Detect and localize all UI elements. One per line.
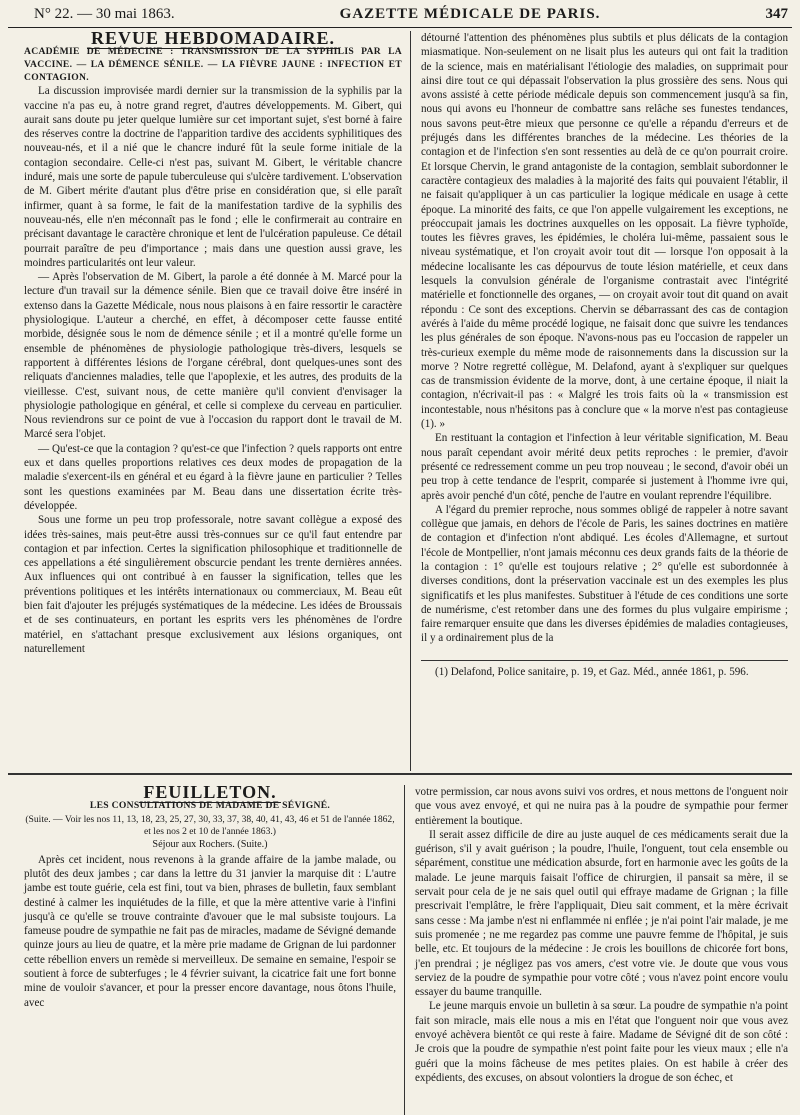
feuilleton-paragraph: Après cet incident, nous revenons à la grande affaire de la jambe malade, ou plutôt des deux jambes ; car dans la lettre du 31 janvier la marquise dit : L'autre jambe est toute guérie, cela est fini, tout va bien, phrases de bulletin, faux semblant destiné à calmer les inquiétudes de la fille, et que la mère attentive varie à l'infini jusqu'à ce qu'elle se trouve contrainte d'avouer que le mal subsiste toujours. La fameuse poudre de sympathie ne fait pas de miracles, madame de Sévigné demande quinze jours au lieu de quatre, et la mère prie madame de Grignan de lui pardonner cette rébellion envers un remède si merveilleux. De semaine en semaine, l'espoir se soutient à force de subterfuges ; le 4 février suivant, la cicatrice fait une fort bonne mine de vouloir s'avancer, et pour la presser encore davantage, nous ôtons l'huile, avec	[24, 853, 396, 1009]
feuilleton-section	[8, 785, 792, 1115]
feuilleton-right-column	[405, 785, 792, 1115]
revue-paragraph: — Qu'est-ce que la contagion ? qu'est-ce que l'infection ? quels rapports ont entre eux et dans quelles proportions relatives ces deux modes de propagation de la maladie s'exercent-ils en général et eu égard à la fièvre jaune en particulier ? Telles sont les questions examinées par M. Beau dans une dissertation écrite très-développée.	[24, 442, 402, 512]
revue-section	[8, 31, 792, 771]
revue-paragraph: La discussion improvisée mardi dernier sur la transmission de la syphilis par la vaccine n'a pas eu, à notre grand regret, d'autres développements. M. Gibert, qui aurait sans doute pu jeter quelque lumière sur cet important sujet, s'est borné à faire des réserves contre la doctrine de l'apparition tardive des accidents syphilitiques des nouveau-nés, et il a nié que le chancre induré fût la seule forme initiale de la contagion secondaire. Celle-ci n'est pas, suivant M. Gibert, le véritable chancre induré, mais une sorte de papule tuberculeuse qui s'ulcère tardivement. L'observation de M. Gibert mérite d'autant plus d'être prise en considération que, si elle paraît infirmer, quant à sa forme, le fait de la manifestation tardive de la syphilis des nouveau-nés, elle n'en méconnaît pas le fond ; elle le confirmerait au contraire en précisant davantage le caractère chronique et lent de l'ulcération papuleuse. Ce détail pourrait paraître de peu d'importance ; mais dans une question aussi grave, les moindres particularités ont leur valeur.	[24, 85, 402, 269]
footnote-text: (1) Delafond, Police sanitaire, p. 19, et Gaz. Méd., année 1861, p. 596.	[435, 665, 749, 678]
feuilleton-paragraph: Le jeune marquis envoie un bulletin à sa sœur. La poudre de sympathie n'a point fait son miracle, mais elle nous a mis en l'état que l'onguent noir que vous avez envoyé achèvera bientôt ce qui reste à faire. Madame de Sévigné dit de son côté : Je crois que la poudre de sympathie n'est point faite pour les vieux maux ; elle n'a guéri que la moins fâcheuse de mes petites plaies. On est habile à créer des expédients, des excuses, on absout volontiers la drogue de son échec, et	[415, 1000, 788, 1084]
revue-paragraph: détourné l'attention des phénomènes plus subtils et plus délicats de la contagion miasmatique. Non-seulement on ne lisait plus les auteurs qui ont fait la tradition de la science, mais en matérialisant l'étiologie des maladies, on supprimait pour ainsi dire tout ce qui dépassait l'observation la plus grossière des sens. Nous qui avons assisté à cette période médicale depuis son commencement jusqu'à sa fin, nous qui avons eu l'honneur de combattre sans relâche ses funestes tendances, nous savons peut-être mieux que personne ce qu'elle a répandu d'erreurs et de préjugés dans les différentes branches de la médecine. Les théories de la contagion et de l'infection s'en sont ressenties au delà de ce qu'on pourrait croire. Et lorsque Chervin, le grand antagoniste de la contagion, semblait subordonner le caractère contagieux des maladies à la majorité des faits qui pouvaient l'établir, il ne faisait qu'appliquer à un cas particulier la logique médicale en usage à cette époque. La minorité des faits, ce que l'on appelle vulgairement les exceptions, ne préoccupait jamais les doctrines auxquelles on les opposait. La fièvre typhoïde, toutes les fièvres graves, les épidémies, le choléra lui-même, passaient sous le niveau systématique, et l'on croyait avoir tout dit — lorsque l'on opposait à la médecine localisante les cas dépourvus de toute lésion matérielle, et ceux dans lesquels la convulsion générale de l'organisme contrastait avec l'intégrité matérielle et fonctionnelle des organes, — on croyait avoir tout dit quand on avait répondu : Ce sont des exceptions. Chervin se débarrassant des cas de contagion avérés à l'aide du même procédé logique, ne faisait donc que suivre les tendances les plus générales de son époque. N'avons-nous pas eu l'occasion de rappeler un très-curieux exemple du même mode de raisonnements dans la discussion sur la morve ? Notre regretté collègue, M. Delafond, ayant à s'expliquer sur quelques cas de transmission évidente de la morve, dont, à une certaine époque, il niait la contagion, n'écrivait-il pas : « Malgré les trois faits où la « transmission est incontestable, nous n'hésitons pas à conclure que « la morve n'est pas contagieuse (1). »	[421, 32, 788, 431]
issue-date: N° 22. — 30 mai 1863.	[34, 6, 175, 22]
footnote	[421, 665, 788, 679]
revue-paragraph: Sous une forme un peu trop professorale, notre savant collègue a exposé des idées très-saines, mais peut-être aussi très-connues sur ce qu'il faut entendre par contagion et par infection. Certes la signification philosophique et traditionnelle de ces appellations a été singulièrement obscurcie pendant les trente dernières années. Aux influences qui ont contribué à en fausser la signification, telles que les préventions politiques et les intérêts internationaux ou commerciaux, M. Beau eût bien fait d'ajouter les préjugés systématiques de la médecine. Les idées de Broussais et de ses continuateurs, en portant les esprits vers les phénomènes de l'ordre matériel, en s'attachant presque exclusivement aux lésions organiques, ont naturellement	[24, 514, 402, 655]
page-number: 347	[765, 6, 788, 22]
feuilleton-section-heading: Séjour aux Rochers. (Suite.)	[152, 839, 268, 851]
feuilleton-title: FEUILLETON.	[139, 785, 280, 803]
newspaper-page	[8, 4, 792, 1104]
revue-title: REVUE HEBDOMADAIRE.	[87, 31, 339, 49]
footnote-divider	[421, 660, 788, 661]
masthead	[8, 4, 792, 28]
revue-paragraph: En restituant la contagion et l'infection à leur véritable signification, M. Beau nous paraît cependant avoir mérité deux petits reproches : le premier, d'avoir présenté ce redressement comme un peu trop nouveau ; le second, d'avoir obéi un peu trop à cette tendance de l'esprit, comparée si justement à l'homme ivre qui, après avoir penché d'un côté, penche de l'autre en voulant reprendre l'équilibre.	[421, 432, 788, 502]
revue-paragraph: A l'égard du premier reproche, nous sommes obligé de rappeler à notre savant collègue que jamais, en dehors de l'école de Paris, les saines doctrines en matière de contagion et d'infection n'ont abdiqué. Les écoles d'Allemagne, et surtout l'école de Montpellier, n'ont jamais méconnu ces deux grands faits de la théorie de la contagion : 1° qu'elle est toujours relative ; 2° qu'elle est subordonnée à diverses conditions, dont la préservation vaccinale est un des exemples les plus significatifs et les plus manifestes. Substituer à l'étude de ces conditions une sorte de numérisme, c'est retomber dans une des formes du plus vulgaire empirisme ; faire remarquer ensuite que dans les diverses épidémies de maladies contagieuses, il y a ordinairement plus de la	[421, 503, 788, 645]
show-through-strip	[8, 775, 792, 785]
feuilleton-paragraph: Il serait assez difficile de dire au juste auquel de ces médicaments serait due la guérison, s'il y avait guérison ; la poudre, l'huile, l'onguent, tout cela ensemble ou séparément, constitue une médication absurde, fort en harmonie avec les goûts de la malade. Le jeune marquis faisait l'office de chirurgien, il pansait sa mère, il se servait pour cela de je ne sais quel outil qui effraye madame de Grignan ; la fille prescrivait l'emplâtre, le frère l'appliquait, Dieu sait comment, et la mère écrivait sans cesse : Ma jambe n'est ni enflammée ni enflée ; je n'ai point l'air malade, je me suis promenée ; ne me regardez pas comme une pauvre femme de l'hôpital, je suis belle, etc. Et toujours de la médecine : Je crois les bouillons de chicorée fort bons, j'en prendrai ; je négligez pas vos amers, c'est votre vie. Je doute que vous vous serviez de la poudre de sympathie pour votre côté ; vous n'avez point encore voulu essayer du baume tranquille.	[415, 828, 788, 999]
feuilleton-left-column	[8, 785, 405, 1115]
feuilleton-suite-note: (Suite. — Voir les nos 11, 13, 18, 23, 25, 27, 30, 33, 37, 38, 40, 41, 43, 46 et 51 de l'année 1862, et les nos 2 et 10 de l'année 1863.)	[25, 813, 395, 837]
feuilleton-subtitle: LES CONSULTATIONS DE MADAME DE SÉVIGNÉ.	[89, 800, 331, 812]
revue-subtitle: ACADÉMIE DE MÉDECINE : TRANSMISSION DE LA SYPHILIS PAR LA VACCINE. — LA DÉMENCE SÉNILE. — LA FIÈVRE JAUNE : INFECTION ET CONTAGION.	[24, 46, 402, 84]
revue-left-column	[8, 31, 411, 771]
revue-right-column	[411, 31, 792, 771]
revue-paragraph: — Après l'observation de M. Gibert, la parole a été donnée à M. Marcé pour la lecture d'un travail sur la démence sénile. Bien que ce travail doive être inséré in extenso dans la Gazette Médicale, nous nous plaisons à en faire ressortir le caractère physiologique. L'auteur a cherché, en effet, à décomposer cette fausse entité morbide, désignée sous le nom de démence sénile ; et il a montré qu'elle forme un ensemble de phénomènes de physiologie pathologique très-divers, lesquels se rapportent à différentes lésions de l'organe cérébral, dont quelques-unes sont des reliquats d'anciennes maladies, telle que l'apoplexie, et les autres, des produits de la vieillesse. C'est, suivant nous, de cette manière qu'il convient d'envisager la physiologie pathologique en général, et celle si complexe du cerveau en particulier. Nous reviendrons sur ce point de vue à l'occasion du rapport dont le travail de M. Marcé sera l'objet.	[24, 271, 402, 441]
feuilleton-paragraph: votre permission, car nous avons suivi vos ordres, et nous mettons de l'onguent noir que vous avez envoyé, et qui ne nuira pas à la poudre de sympathie pour fermer entièrement la boutique.	[415, 786, 788, 827]
journal-title: GAZETTE MÉDICALE DE PARIS.	[339, 6, 601, 22]
